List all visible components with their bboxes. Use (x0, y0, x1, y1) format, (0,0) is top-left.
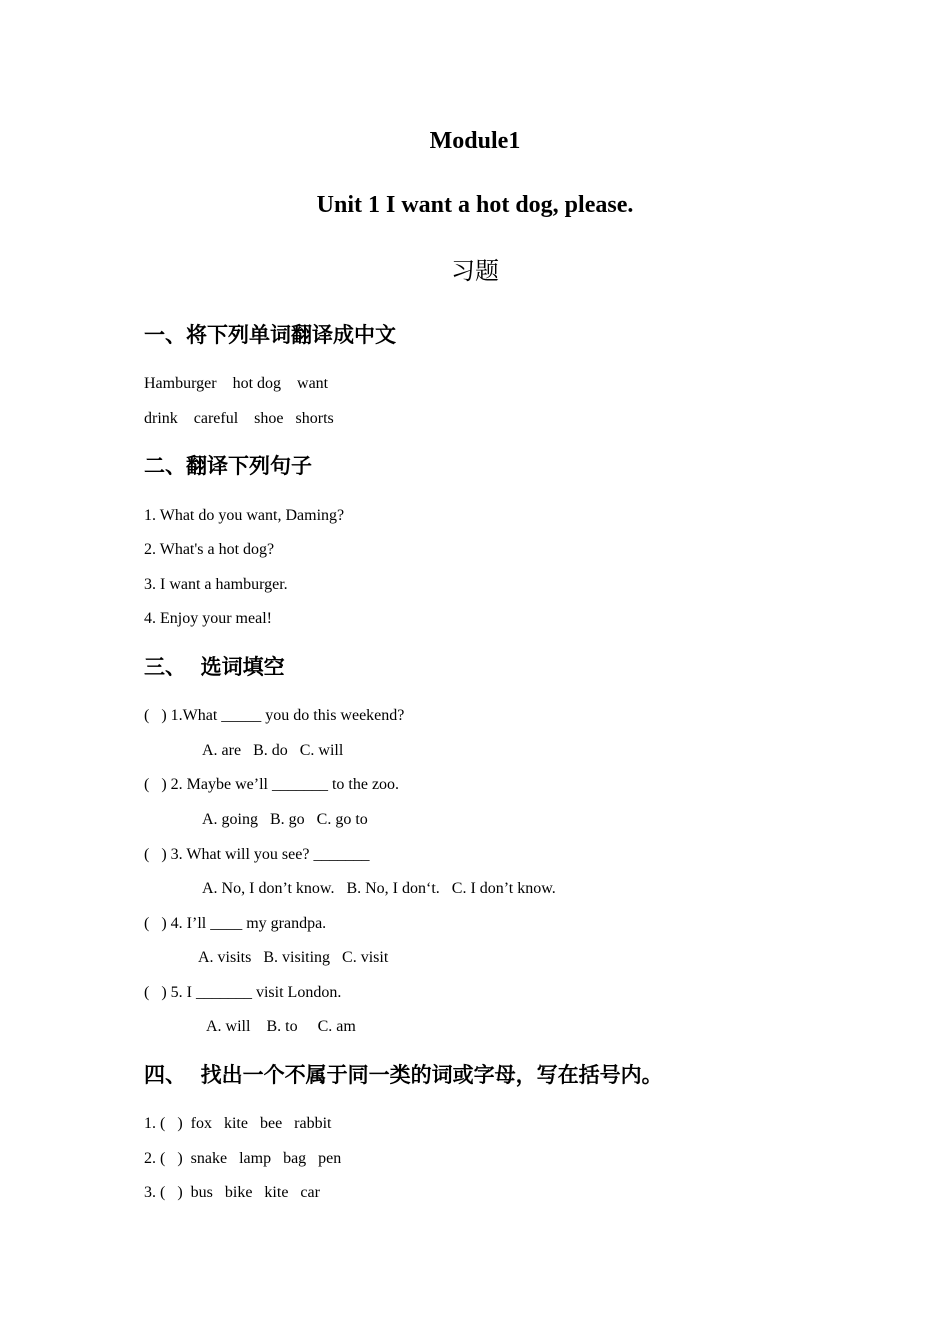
section2-sentence: 3. I want a hamburger. (144, 576, 288, 593)
question-5-options: A. will B. to C. am (206, 1018, 356, 1035)
question-2-options: A. going B. go C. go to (202, 811, 368, 828)
section2-sentence: 4. Enjoy your meal! (144, 610, 272, 627)
exercise-subtitle: 习题 (451, 257, 499, 285)
unit-title: Unit 1 I want a hot dog, please. (316, 192, 634, 218)
section4-heading: 四、 找出一个不属于同一类的词或字母，写在括号内。 (144, 1063, 663, 1087)
question-4-options: A. visits B. visiting C. visit (198, 949, 389, 966)
section2-heading: 二、翻译下列句子 (144, 454, 312, 478)
section1-heading: 一、将下列单词翻译成中文 (144, 323, 396, 347)
question-4: ( ) 4. I’ll ____ my grandpa. (144, 915, 327, 932)
section2-sentence: 1. What do you want, Daming? (144, 507, 345, 524)
odd-one-out-item: 2. ( ) snake lamp bag pen (144, 1150, 342, 1167)
section1-line: drink careful shoe shorts (144, 410, 334, 427)
question-3: ( ) 3. What will you see? _______ (144, 846, 370, 863)
module-title: Module1 (429, 128, 521, 154)
odd-one-out-item: 3. ( ) bus bike kite car (144, 1184, 320, 1201)
question-3-options: A. No, I don’t know. B. No, I don‘t. C. I don’t know. (202, 880, 556, 897)
section3-heading: 三、 选词填空 (144, 655, 285, 679)
section1-line: Hamburger hot dog want (144, 375, 329, 392)
odd-one-out-item: 1. ( ) fox kite bee rabbit (144, 1115, 332, 1132)
question-5: ( ) 5. I _______ visit London. (144, 984, 342, 1001)
section2-sentence: 2. What's a hot dog? (144, 541, 275, 558)
question-1: ( ) 1.What _____ you do this weekend? (144, 707, 405, 724)
question-2: ( ) 2. Maybe we’ll _______ to the zoo. (144, 776, 400, 793)
question-1-options: A. are B. do C. will (202, 742, 344, 759)
